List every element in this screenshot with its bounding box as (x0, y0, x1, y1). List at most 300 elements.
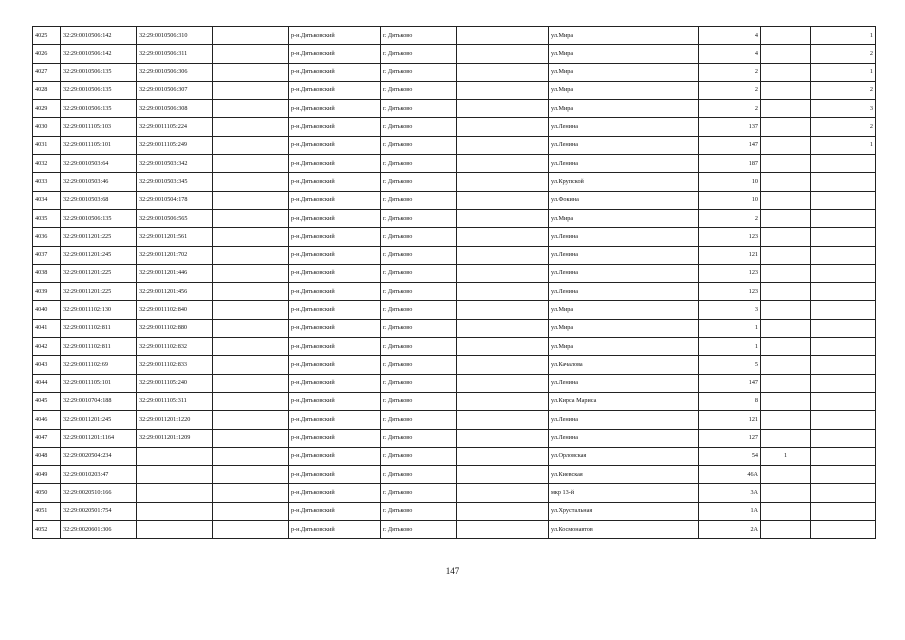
table-row (33, 356, 876, 374)
blank-cell-cell (457, 319, 549, 337)
table-row (33, 264, 876, 282)
row-number-cell: 4030 (33, 118, 61, 136)
row-number-cell: 4035 (33, 209, 61, 227)
row-number-cell: 4049 (33, 466, 61, 484)
apartment-number-cell (811, 173, 876, 191)
cadastral-number-cell: 32:29:0010506:135 (61, 81, 137, 99)
table-row (33, 392, 876, 410)
house-number-cell: 123 (699, 283, 761, 301)
street-cell: ул.Хрустальная (549, 502, 699, 520)
house-number-cell: 123 (699, 264, 761, 282)
cadastral-number-cell: 32:29:0011105:101 (61, 374, 137, 392)
blank-cell-cell (213, 81, 289, 99)
city-cell: г. Дятьково (381, 447, 457, 465)
extra-value-cell (761, 136, 811, 154)
house-number-cell: 1А (699, 502, 761, 520)
blank-cell-cell (213, 319, 289, 337)
street-cell: ул.Ленина (549, 228, 699, 246)
street-cell: ул.Орловская (549, 447, 699, 465)
house-number-cell: 2 (699, 100, 761, 118)
table-body (33, 27, 876, 539)
cadastral-number-cell: 32:29:0010503:68 (61, 191, 137, 209)
street-cell: ул.Ленина (549, 429, 699, 447)
city-cell: г. Дятьково (381, 356, 457, 374)
street-cell: ул.Ленина (549, 283, 699, 301)
cadastral-number-2-cell: 32:29:0011105:240 (137, 374, 213, 392)
table-row (33, 173, 876, 191)
street-cell: ул.Крупской (549, 173, 699, 191)
house-number-cell: 147 (699, 374, 761, 392)
street-cell: ул.Мира (549, 27, 699, 45)
blank-cell-cell (213, 155, 289, 173)
table-row (33, 45, 876, 63)
city-cell: г. Дятьково (381, 27, 457, 45)
cadastral-number-2-cell: 32:29:0010506:311 (137, 45, 213, 63)
extra-value-cell (761, 429, 811, 447)
street-cell: ул.Качалова (549, 356, 699, 374)
apartment-number-cell (811, 447, 876, 465)
cadastral-number-cell: 32:29:0011102:811 (61, 338, 137, 356)
table-row (33, 136, 876, 154)
cadastral-number-2-cell: 32:29:0010506:310 (137, 27, 213, 45)
blank-cell-cell (213, 429, 289, 447)
table-row (33, 191, 876, 209)
district-cell: р-н.Дятьковский (289, 411, 381, 429)
cadastral-number-2-cell: 32:29:0010506:308 (137, 100, 213, 118)
cadastral-number-cell: 32:29:0020504:234 (61, 447, 137, 465)
city-cell: г. Дятьково (381, 521, 457, 539)
extra-value-cell (761, 155, 811, 173)
house-number-cell: 2 (699, 209, 761, 227)
cadastral-number-cell: 32:29:0020501:754 (61, 502, 137, 520)
apartment-number-cell (811, 466, 876, 484)
house-number-cell: 137 (699, 118, 761, 136)
cadastral-number-cell: 32:29:0011105:101 (61, 136, 137, 154)
blank-cell-cell (213, 411, 289, 429)
blank-cell-cell (457, 191, 549, 209)
blank-cell-cell (213, 521, 289, 539)
cadastral-number-2-cell: 32:29:0011201:702 (137, 246, 213, 264)
blank-cell-cell (213, 45, 289, 63)
city-cell: г. Дятьково (381, 411, 457, 429)
extra-value-cell (761, 283, 811, 301)
row-number-cell: 4031 (33, 136, 61, 154)
blank-cell-cell (457, 118, 549, 136)
blank-cell-cell (457, 246, 549, 264)
city-cell: г. Дятьково (381, 100, 457, 118)
blank-cell-cell (213, 392, 289, 410)
district-cell: р-н.Дятьковский (289, 63, 381, 81)
apartment-number-cell (811, 338, 876, 356)
table-row (33, 502, 876, 520)
blank-cell-cell (457, 228, 549, 246)
district-cell: р-н.Дятьковский (289, 155, 381, 173)
cadastral-number-2-cell: 32:29:0010506:565 (137, 209, 213, 227)
apartment-number-cell: 1 (811, 27, 876, 45)
city-cell: г. Дятьково (381, 45, 457, 63)
house-number-cell: 121 (699, 411, 761, 429)
row-number-cell: 4027 (33, 63, 61, 81)
cadastral-number-2-cell: 32:29:0011102:833 (137, 356, 213, 374)
extra-value-cell (761, 301, 811, 319)
cadastral-number-2-cell: 32:29:0011201:456 (137, 283, 213, 301)
table-row (33, 63, 876, 81)
apartment-number-cell (811, 191, 876, 209)
cadastral-number-cell: 32:29:0011102:130 (61, 301, 137, 319)
city-cell: г. Дятьково (381, 338, 457, 356)
blank-cell-cell (213, 118, 289, 136)
apartment-number-cell (811, 264, 876, 282)
house-number-cell: 127 (699, 429, 761, 447)
cadastral-number-cell: 32:29:0011105:103 (61, 118, 137, 136)
row-number-cell: 4043 (33, 356, 61, 374)
blank-cell-cell (457, 283, 549, 301)
cadastral-number-2-cell (137, 502, 213, 520)
row-number-cell: 4026 (33, 45, 61, 63)
blank-cell-cell (457, 429, 549, 447)
district-cell: р-н.Дятьковский (289, 301, 381, 319)
blank-cell-cell (213, 136, 289, 154)
district-cell: р-н.Дятьковский (289, 209, 381, 227)
apartment-number-cell: 2 (811, 118, 876, 136)
table-row (33, 100, 876, 118)
blank-cell-cell (213, 301, 289, 319)
district-cell: р-н.Дятьковский (289, 45, 381, 63)
row-number-cell: 4048 (33, 447, 61, 465)
table-row (33, 466, 876, 484)
extra-value-cell: 1 (761, 447, 811, 465)
cadastral-number-cell: 32:29:0010506:135 (61, 209, 137, 227)
page-number: 147 (445, 566, 460, 576)
house-number-cell: 1 (699, 338, 761, 356)
district-cell: р-н.Дятьковский (289, 319, 381, 337)
row-number-cell: 4046 (33, 411, 61, 429)
house-number-cell: 4 (699, 45, 761, 63)
row-number-cell: 4037 (33, 246, 61, 264)
cadastral-number-cell: 32:29:0011102:69 (61, 356, 137, 374)
extra-value-cell (761, 27, 811, 45)
apartment-number-cell (811, 502, 876, 520)
city-cell: г. Дятьково (381, 283, 457, 301)
street-cell: ул.Ленина (549, 374, 699, 392)
extra-value-cell (761, 466, 811, 484)
city-cell: г. Дятьково (381, 466, 457, 484)
cadastral-number-cell: 32:29:0011201:225 (61, 283, 137, 301)
city-cell: г. Дятьково (381, 191, 457, 209)
cadastral-number-cell: 32:29:0011102:811 (61, 319, 137, 337)
city-cell: г. Дятьково (381, 484, 457, 502)
extra-value-cell (761, 484, 811, 502)
blank-cell-cell (457, 63, 549, 81)
extra-value-cell (761, 100, 811, 118)
apartment-number-cell (811, 246, 876, 264)
cadastral-number-2-cell: 32:29:0011201:1209 (137, 429, 213, 447)
row-number-cell: 4034 (33, 191, 61, 209)
table-row (33, 27, 876, 45)
blank-cell-cell (213, 374, 289, 392)
cadastral-number-2-cell: 32:29:0011102:832 (137, 338, 213, 356)
cadastral-number-2-cell: 32:29:0011201:446 (137, 264, 213, 282)
extra-value-cell (761, 209, 811, 227)
table-row (33, 429, 876, 447)
table-row (33, 521, 876, 539)
cadastral-number-2-cell (137, 484, 213, 502)
house-number-cell: 2 (699, 81, 761, 99)
blank-cell-cell (457, 338, 549, 356)
cadastral-number-2-cell: 32:29:0011102:880 (137, 319, 213, 337)
street-cell: ул.Мира (549, 63, 699, 81)
apartment-number-cell (811, 319, 876, 337)
district-cell: р-н.Дятьковский (289, 136, 381, 154)
district-cell: р-н.Дятьковский (289, 264, 381, 282)
city-cell: г. Дятьково (381, 429, 457, 447)
district-cell: р-н.Дятьковский (289, 392, 381, 410)
district-cell: р-н.Дятьковский (289, 447, 381, 465)
apartment-number-cell: 3 (811, 100, 876, 118)
city-cell: г. Дятьково (381, 246, 457, 264)
row-number-cell: 4052 (33, 521, 61, 539)
house-number-cell: 54 (699, 447, 761, 465)
cadastral-number-cell: 32:29:0011201:225 (61, 228, 137, 246)
city-cell: г. Дятьково (381, 264, 457, 282)
table-row (33, 283, 876, 301)
row-number-cell: 4042 (33, 338, 61, 356)
house-number-cell: 10 (699, 173, 761, 191)
district-cell: р-н.Дятьковский (289, 27, 381, 45)
blank-cell-cell (457, 301, 549, 319)
blank-cell-cell (213, 264, 289, 282)
table-row (33, 319, 876, 337)
cadastral-number-2-cell: 32:29:0011105:224 (137, 118, 213, 136)
street-cell: мкр 13-й (549, 484, 699, 502)
apartment-number-cell (811, 484, 876, 502)
row-number-cell: 4041 (33, 319, 61, 337)
cadastral-number-2-cell: 32:29:0010503:345 (137, 173, 213, 191)
blank-cell-cell (213, 209, 289, 227)
blank-cell-cell (457, 447, 549, 465)
street-cell: ул.Мира (549, 100, 699, 118)
city-cell: г. Дятьково (381, 392, 457, 410)
city-cell: г. Дятьково (381, 118, 457, 136)
blank-cell-cell (457, 209, 549, 227)
district-cell: р-н.Дятьковский (289, 466, 381, 484)
extra-value-cell (761, 264, 811, 282)
blank-cell-cell (457, 374, 549, 392)
blank-cell-cell (457, 45, 549, 63)
table-row (33, 447, 876, 465)
apartment-number-cell: 2 (811, 81, 876, 99)
street-cell: ул.Ленина (549, 118, 699, 136)
house-number-cell: 123 (699, 228, 761, 246)
district-cell: р-н.Дятьковский (289, 81, 381, 99)
table-row (33, 118, 876, 136)
extra-value-cell (761, 338, 811, 356)
district-cell: р-н.Дятьковский (289, 429, 381, 447)
table-row (33, 484, 876, 502)
extra-value-cell (761, 191, 811, 209)
street-cell: ул.Ленина (549, 264, 699, 282)
district-cell: р-н.Дятьковский (289, 283, 381, 301)
district-cell: р-н.Дятьковский (289, 228, 381, 246)
street-cell: ул.Ленина (549, 411, 699, 429)
cadastral-number-2-cell (137, 521, 213, 539)
blank-cell-cell (213, 338, 289, 356)
row-number-cell: 4025 (33, 27, 61, 45)
cadastral-number-2-cell: 32:29:0010504:178 (137, 191, 213, 209)
extra-value-cell (761, 502, 811, 520)
house-number-cell: 5 (699, 356, 761, 374)
house-number-cell: 147 (699, 136, 761, 154)
district-cell: р-н.Дятьковский (289, 338, 381, 356)
city-cell: г. Дятьково (381, 502, 457, 520)
blank-cell-cell (457, 264, 549, 282)
blank-cell-cell (213, 100, 289, 118)
house-number-cell: 1 (699, 319, 761, 337)
district-cell: р-н.Дятьковский (289, 118, 381, 136)
table-row (33, 155, 876, 173)
district-cell: р-н.Дятьковский (289, 356, 381, 374)
table-row (33, 81, 876, 99)
cadastral-number-2-cell: 32:29:0011201:1220 (137, 411, 213, 429)
apartment-number-cell (811, 209, 876, 227)
extra-value-cell (761, 228, 811, 246)
blank-cell-cell (213, 466, 289, 484)
street-cell: ул.Мира (549, 319, 699, 337)
city-cell: г. Дятьково (381, 301, 457, 319)
street-cell: ул.Фокина (549, 191, 699, 209)
apartment-number-cell (811, 228, 876, 246)
extra-value-cell (761, 118, 811, 136)
cadastral-number-cell: 32:29:0020601:306 (61, 521, 137, 539)
house-number-cell: 3А (699, 484, 761, 502)
blank-cell-cell (213, 502, 289, 520)
row-number-cell: 4032 (33, 155, 61, 173)
extra-value-cell (761, 246, 811, 264)
street-cell: ул.Мира (549, 209, 699, 227)
blank-cell-cell (457, 81, 549, 99)
street-cell: ул.Мира (549, 338, 699, 356)
blank-cell-cell (213, 228, 289, 246)
row-number-cell: 4039 (33, 283, 61, 301)
cadastral-number-cell: 32:29:0010506:135 (61, 63, 137, 81)
house-number-cell: 4 (699, 27, 761, 45)
extra-value-cell (761, 374, 811, 392)
street-cell: ул.Ленина (549, 155, 699, 173)
street-cell: ул.Киевская (549, 466, 699, 484)
cadastral-number-cell: 32:29:0010506:135 (61, 100, 137, 118)
row-number-cell: 4044 (33, 374, 61, 392)
cadastral-number-2-cell (137, 466, 213, 484)
blank-cell-cell (213, 283, 289, 301)
house-number-cell: 2А (699, 521, 761, 539)
row-number-cell: 4033 (33, 173, 61, 191)
apartment-number-cell (811, 374, 876, 392)
apartment-number-cell (811, 429, 876, 447)
house-number-cell: 10 (699, 191, 761, 209)
apartment-number-cell (811, 356, 876, 374)
cadastral-number-2-cell: 32:29:0011201:561 (137, 228, 213, 246)
street-cell: ул.Кирса Мариса (549, 392, 699, 410)
street-cell: ул.Мира (549, 301, 699, 319)
house-number-cell: 46А (699, 466, 761, 484)
extra-value-cell (761, 356, 811, 374)
apartment-number-cell (811, 521, 876, 539)
registry-table (32, 26, 876, 539)
district-cell: р-н.Дятьковский (289, 191, 381, 209)
cadastral-number-cell: 32:29:0010503:46 (61, 173, 137, 191)
apartment-number-cell (811, 411, 876, 429)
extra-value-cell (761, 63, 811, 81)
street-cell: ул.Мира (549, 45, 699, 63)
street-cell: ул.Мира (549, 81, 699, 99)
blank-cell-cell (457, 392, 549, 410)
blank-cell-cell (213, 447, 289, 465)
cadastral-number-2-cell: 32:29:0011105:311 (137, 392, 213, 410)
blank-cell-cell (213, 191, 289, 209)
apartment-number-cell (811, 301, 876, 319)
table-row (33, 209, 876, 227)
blank-cell-cell (457, 521, 549, 539)
blank-cell-cell (457, 411, 549, 429)
table-row (33, 338, 876, 356)
cadastral-number-cell: 32:29:0011201:1164 (61, 429, 137, 447)
blank-cell-cell (457, 136, 549, 154)
cadastral-number-2-cell: 32:29:0010503:342 (137, 155, 213, 173)
blank-cell-cell (457, 173, 549, 191)
district-cell: р-н.Дятьковский (289, 173, 381, 191)
apartment-number-cell (811, 283, 876, 301)
cadastral-number-cell: 32:29:0011201:225 (61, 264, 137, 282)
cadastral-number-cell: 32:29:0010704:188 (61, 392, 137, 410)
blank-cell-cell (457, 27, 549, 45)
cadastral-number-cell: 32:29:0010506:142 (61, 45, 137, 63)
extra-value-cell (761, 411, 811, 429)
house-number-cell: 2 (699, 63, 761, 81)
table-row (33, 374, 876, 392)
city-cell: г. Дятьково (381, 155, 457, 173)
table-row (33, 411, 876, 429)
district-cell: р-н.Дятьковский (289, 246, 381, 264)
blank-cell-cell (457, 484, 549, 502)
table-row (33, 246, 876, 264)
cadastral-number-cell: 32:29:0020510:166 (61, 484, 137, 502)
blank-cell-cell (213, 27, 289, 45)
city-cell: г. Дятьково (381, 209, 457, 227)
cadastral-number-cell: 32:29:0010203:47 (61, 466, 137, 484)
blank-cell-cell (213, 63, 289, 81)
street-cell: ул.Космонавтов (549, 521, 699, 539)
cadastral-number-cell: 32:29:0010506:142 (61, 27, 137, 45)
city-cell: г. Дятьково (381, 228, 457, 246)
table-row (33, 301, 876, 319)
extra-value-cell (761, 81, 811, 99)
apartment-number-cell: 2 (811, 45, 876, 63)
row-number-cell: 4051 (33, 502, 61, 520)
blank-cell-cell (213, 356, 289, 374)
cadastral-number-cell: 32:29:0011201:245 (61, 246, 137, 264)
blank-cell-cell (457, 155, 549, 173)
house-number-cell: 8 (699, 392, 761, 410)
city-cell: г. Дятьково (381, 374, 457, 392)
row-number-cell: 4029 (33, 100, 61, 118)
city-cell: г. Дятьково (381, 319, 457, 337)
apartment-number-cell (811, 392, 876, 410)
house-number-cell: 121 (699, 246, 761, 264)
row-number-cell: 4047 (33, 429, 61, 447)
apartment-number-cell (811, 155, 876, 173)
city-cell: г. Дятьково (381, 136, 457, 154)
row-number-cell: 4045 (33, 392, 61, 410)
